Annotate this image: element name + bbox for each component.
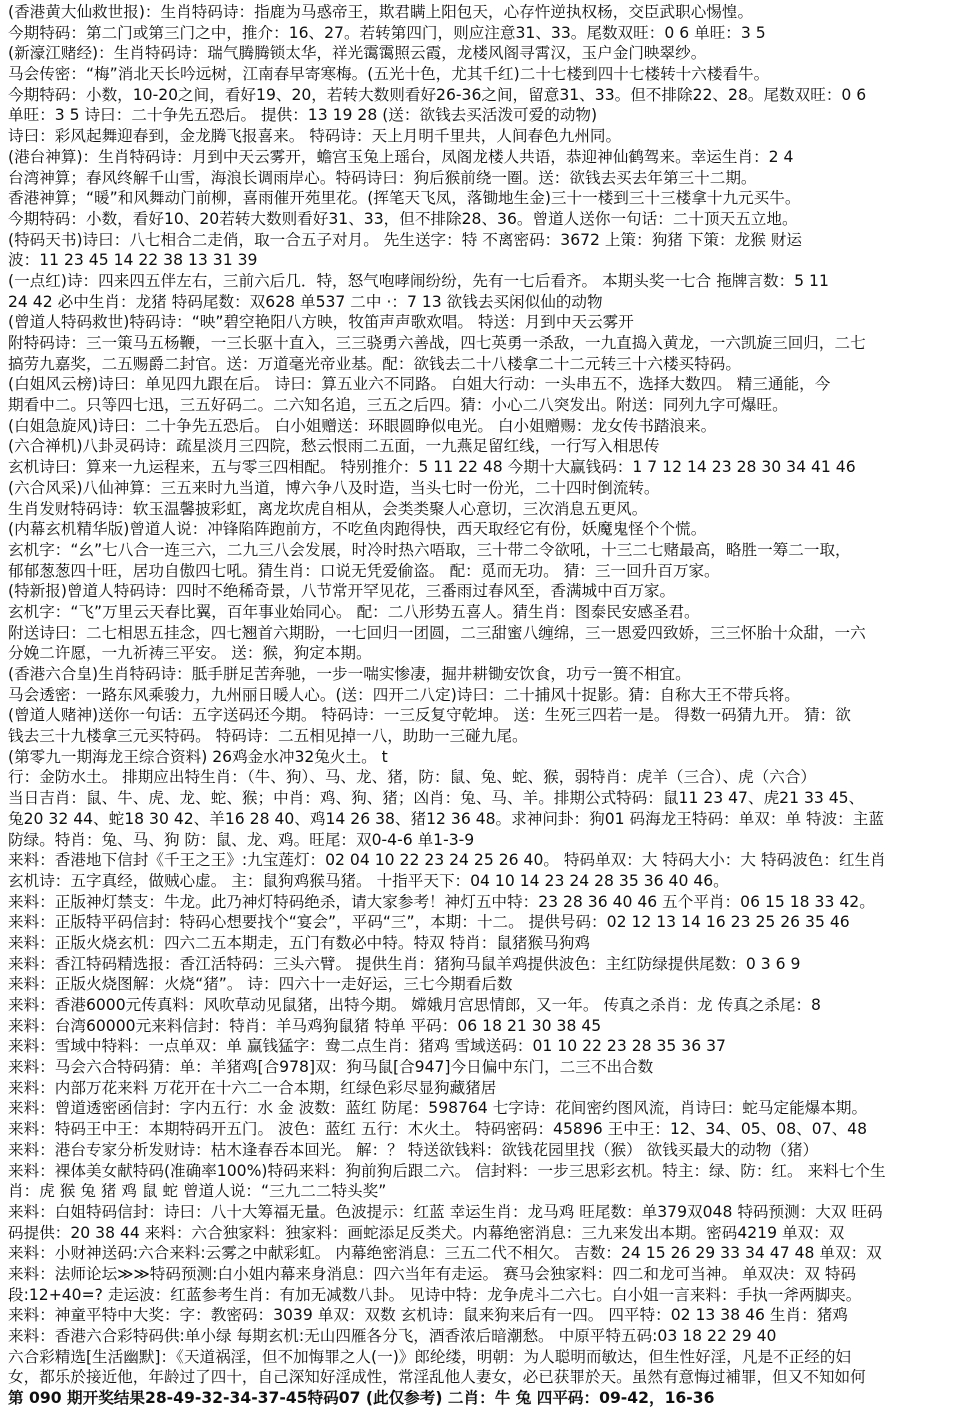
text-line: 来料：神童平特中大奖：字：教密码：3039 单双：双数 玄机诗：鼠来狗来后有一四。 四平特：02 13 38 46 生肖：猪鸡 — [8, 1306, 848, 1325]
text-line: 马会透密：一路东风乘骏力，九州丽日暖人心。(送：四开二八定)诗曰：二十捕风十捉影。猜：自称大王不带兵将。 — [8, 685, 800, 704]
text-line: 附特码诗：三一策马五杨鞭，一三长驱十直入，三三骁勇六善战，四七英勇一杀敌，一九直捣入黄龙，一六凯旋三回归，二七 — [8, 334, 866, 352]
text-line: 防绿。特肖：兔、马、狗 防：鼠、龙、鸡。旺尾：双0-4-6 单1-3-9 — [8, 830, 475, 849]
text-line: 段:12+40=? 走运波：红蓝参考生肖：有加无减数八卦。 见诗中特：龙争虎斗二六七。白小姐一言来料：手执一斧两脚夹。 — [8, 1285, 862, 1304]
text-line: 马会传密：“梅”消北天长吟远树，江南春早寄寒梅。(五光十色，尤其千红)二十七楼到四十七楼转十六楼看牛。 — [8, 65, 770, 84]
text-line: (新濠江赌经)：生肖特码诗：瑞气腾腾锁太华，祥光霭霭照云霞，龙楼风阁寻霄汉，玉户金门映翠纱。 — [8, 44, 707, 63]
text-line: 诗曰：彩风起舞迎春到，金龙腾飞报喜来。 特码诗：天上月明千里共，人间春色九州同。 — [8, 127, 622, 146]
text-line: 码提供：20 38 44 来料：六合独家料：独家料：画蛇添足反类犬。内幕绝密消息：三九来发出本期。密码4219 单双：双 — [8, 1223, 845, 1242]
text-line: 来料：香港六合彩特码供:单小绿 每期玄机:无山四雁各分飞，酒香浓后暗潮愁。 中原平特五码:03 18 22 29 40 — [8, 1327, 777, 1345]
text-line: 24 42 必中生肖：龙猪 特码尾数：双628 单537 二中 ·：7 13 欲钱去买闲似仙的动物 — [8, 292, 603, 311]
text-line: 来料：内部万花来料 万花开在十六二一合本期，红绿色彩尽显狗藏猪居 — [8, 1078, 497, 1097]
text-line: (特新报)曾道人特码诗：四时不绝稀奇景，八节常开罕见花，三番雨过春风至，香满城中百万家。 — [8, 582, 676, 601]
text-line: 六合彩精选[生活幽默]：《天道祸淫，但不加悔罪之人(一)》郎纶缕，明朝：为人聪明而敏达，但生性好淫，凡是不正经的妇 — [8, 1347, 852, 1366]
text-line: 来料：台湾60000元来料信封：特肖：羊马鸡狗鼠猪 特单 平码：06 18 21 30 38 45 — [8, 1016, 602, 1035]
text-line: 玄机字：“飞”万里云天春比翼，百年事业始同心。 配：二八形势五喜人。猜生肖：图泰民安感圣君。 — [8, 602, 700, 621]
text-line: 钱去三十九楼拿三元买特码。 特码诗：二五相见掉一八，助助一三碰九尾。 — [8, 727, 528, 746]
text-line: 来料：小财神送码:六合来料:云雾之中献彩虹。 内幕绝密消息：三五二代不相欠。 吉数：24 15 26 29 33 34 47 48 单双：双 — [8, 1244, 882, 1263]
text-line: 来料：香江特码精选报：香江活特码：三头六臂。 提供生肖：猪狗马鼠羊鸡提供波色：主红防绿提供尾数：0 3 6 9 — [8, 954, 801, 973]
draw-result-footer: 第 090 期开奖结果28-49-32-34-37-45特码07 (此仅参考) 二肖：牛 兔 四平码：09-42，16-36 — [8, 1389, 715, 1408]
text-line: 今期特码：小数，看好10、20若转大数则看好31、33，但不排除28、36。曾道人送你一句话：二十顶天五立地。 — [8, 209, 798, 228]
text-line: 台湾神算；春风终解千山雪，海浪长调雨岸心。特码诗曰：狗后猴前绕一圈。送：欲钱去买去年第三十二期。 — [8, 168, 757, 187]
text-line: 期看中二。只等四七迅，三五好码二。二六知名追，三五之后四。猜：小心二八突发出。附送：同列九字可爆旺。 — [8, 396, 788, 415]
text-line: 行：金防水土。 排期应出特生肖：（牛、狗）、马、龙、猪，防：鼠、兔、蛇、猴，弱特肖：虎羊（三合）、虎（六合） — [8, 768, 817, 787]
text-line: 分娩二许愿，一九祈祷三平安。 送：猴，狗定本期。 — [8, 644, 372, 663]
text-line: 来料：香港地下信封《千王之王》:九宝莲灯：02 04 10 22 23 24 25 26 40。 特码单双：大 特码大小：大 特码波色：红生肖 — [8, 851, 886, 870]
text-line: 玄机诗曰：算来一九运程来，五与零三四相配。 特别推介：5 11 22 48 今期十大赢钱码：1 7 12 14 23 28 30 34 41 46 — [8, 458, 856, 477]
text-line: 来料：正版特平码信封：特码心想要找个“宴会”，平码“三”，本期：十二。 提供号码：02 12 13 14 16 23 25 26 35 46 — [8, 913, 850, 932]
text-line: (香港六合皇)生肖特码诗：胝手胼足苦奔驰，一步一喘实惨凄，掘井耕锄安饮食，功亏一篑不相宜。 — [8, 665, 691, 683]
text-line: 玄机字：“幺”七八合一连三六，二九三八会发展，时冷时热六唔取，三十带二令欲吼，十三二七赌最高，略胜一筹二一取， — [8, 540, 851, 559]
text-line: 来料：特码王中王：本期特码开五门。 波色：蓝红 五行：木火土。 特码密码：45896 王中王：12、34、05、08、07、48 — [8, 1120, 868, 1139]
text-line: (内幕玄机精华版)曾道人说：冲锋陷阵跑前方，不吃鱼肉跑得快，西天取经它有份，妖魔鬼怪个个慌。 — [8, 520, 707, 539]
text-line: 当日吉肖：鼠、牛、虎、龙、蛇、猴；中肖：鸡、狗、猪；凶肖：兔、马、羊。排期公式特码：鼠11 23 47、虎21 33 45、 — [8, 789, 865, 808]
text-line: 附送诗曰：二七相思五挂念，四七翘首六期盼，一七回归一团圆，二三甜蜜八缠绵，三一恩爱四致娇，三三怀胎十众甜，一六 — [8, 623, 866, 642]
text-line: 来料：雪域中特料：一点单双：单 赢钱猛字：鸯二点生肖：猪鸡 雪域送码：01 10 22 23 28 35 36 37 — [8, 1037, 726, 1056]
text-line: (六合禅机)八卦灵码诗：疏星淡月三四院，愁云恨雨二五面，一九燕足留红线，一行写入相思传 — [8, 437, 660, 456]
text-line: 郁郁葱葱四十旺，居功自傲四七吼。猜生肖：口说无凭爱偷盗。 配：觅而无功。 猜：三一回升百万家。 — [8, 561, 720, 580]
text-line: (六合风采)八仙神算：三五来时九当道，博六争八及时造，当头七时一份光，二十四时倒流转。 — [8, 478, 660, 497]
article-text — [8, 2, 952, 1388]
text-line: 兔20 32 44、蛇18 30 42、羊16 28 40、鸡14 26 38、猪12 36 48。求神问卦：狗01 码海龙王特码：单双：单 特波：主蓝 — [8, 809, 884, 828]
text-line: 肖：虎 猴 兔 猪 鸡 鼠 蛇 曾道人说：“三九二二特头奖” — [8, 1182, 387, 1201]
text-line: 来料：香港6000元传真料：风吹草动见鼠猪，出特今期。 嫦娥月宫思情郎，又一年。 传真之杀肖：龙 传真之杀尾：8 — [8, 996, 821, 1014]
text-line: 玄机诗：五字真经，做贼心虚。 主：鼠狗鸡猴马猪。 十指平天下：04 10 14 23 24 28 35 36 40 46。 — [8, 871, 729, 890]
text-line: 今期特码：小数，10-20之间，看好19、20，若转大数则看好26-36之间，留意31、33。但不排除22、28。尾数双旺：0 6 — [8, 85, 867, 104]
text-line: (特码天书)诗曰：八七相合二走俏，取一合五子对月。 先生送字：特 不离密码：3672 上策：狗猪 下策：龙猴 财运 — [8, 230, 802, 249]
text-line: 波：11 23 45 14 22 38 13 31 39 — [8, 251, 258, 270]
text-line: 单旺：3 5 诗曰：二十争先五恐后。 提供：13 19 28 (送：欲钱去买活泼可爱的动物) — [8, 106, 598, 125]
text-line: 搞劳九嘉奖，二五赐爵二封官。送：万道毫光帝业基。配：欲钱去二十八楼拿二十二元转三十六楼买特码。 — [8, 354, 741, 373]
text-line: (白姐风云榜)诗曰：单见四九跟在后。 诗曰：算五业六不同路。 白姐大行动：一头串五不，选择大数四。 精三通能，今 — [8, 375, 831, 394]
text-line: 来料：法师论坛≫≫特码预测:白小姐内幕来身消息：四六当年有走运。 赛马会独家料：四二和龙可当神。 单双决：双 特码 — [8, 1264, 857, 1283]
text-line: (一点红)诗：四来四五伴左右，三前六后几．特，怒气咆哮闹纷纷，先有一七后看齐。 本期头奖一七合 拖牌言数：5 11 — [8, 271, 829, 290]
text-line: (港台神算)：生肖特码诗：月到中天云雾开，蟾宫玉兔上瑶台，凤阁龙楼人共语，恭迎神仙鹤驾来。幸运生肖：2 4 — [8, 147, 794, 166]
text-line: 来料：马会六合特码猜：单：羊猪鸡[合978]双：狗马鼠[合947]今日偏中东门，二三不出合数 — [8, 1058, 654, 1077]
text-line: 今期特码：第二门或第三门之中，推介：16、27。若转第四门，则应注意31、33。尾数双旺：0 6 单旺：3 5 — [8, 23, 766, 42]
text-line: (曾道人特码救世)特码诗：“映”碧空艳阳八方映，牧笛声声歌欢唱。 特送：月到中天云雾开 — [8, 313, 634, 332]
text-line: 来料：正版神灯禁支：牛龙。此乃神灯特码绝杀，请大家参考！神灯五中特：23 28 36 40 46 五个平肖：06 15 18 33 42。 — [8, 892, 875, 911]
text-line: 来料：裸体美女献特码(准确率100%)特码来料：狗前狗后跟二六。 信封料：一步三思彩玄机。特主：绿、防：红。 来料七个生 — [8, 1161, 886, 1180]
text-line: 来料：正版火烧图解：火烧“猪”。 诗：四六十一走好运，三七今期看后数 — [8, 975, 513, 994]
text-line: 来料：正版火烧玄机：四六二五本期走，五门有数必中特。特双 特肖：鼠猪猴马狗鸡 — [8, 933, 590, 952]
text-line: 生肖发财特码诗：软玉温馨披彩虹，离龙坎虎自相从，会类类聚人心意切，三次消息五更风。 — [8, 499, 648, 518]
text-line: 来料：港台专家分析发财诗：枯木逢春吞本回光。 解：？ 特送欲钱料：欲钱花园里找（猴） 欲钱买最大的动物（猪） — [8, 1140, 819, 1159]
text-line: (曾道人赌神)送你一句话：五字送码还今期。 特码诗：一三反复守乾坤。 送：生死三四若一是。 得数一码猜九开。 猜：欲 — [8, 706, 851, 725]
text-line: 来料：白姐特码信封：诗曰：八十大筹福无量。色波提示：红蓝 幸运生肖：龙马鸡 旺尾数：单379双048 特码预测：大双 旺码 — [8, 1202, 883, 1221]
text-line: 女，都乐於接近他，年龄过了四十，自己深知好淫成性，常淫乱他人妻女，必已获罪於天。虽然有意悔过補罪，但又不知如何 — [8, 1368, 866, 1387]
text-line: (第零九一期海龙王综合资料) 26鸡金水冲32兔火土。 t — [8, 747, 388, 766]
text-line: 来料：曾道透密函信封：字内五行：水 金 波数：蓝红 防尾：598764 七字诗：花间密约图风流，肖诗曰：蛇马定能爆本期。 — [8, 1099, 868, 1118]
text-line: (香港黄大仙救世报)：生肖特码诗：指鹿为马惑帝王，欺君瞒上阳包天，心存忤逆执权杨，交臣武职心惕惶。 — [8, 3, 754, 21]
text-line: 香港神算；“暖”和风舞动门前柳，喜雨催开苑里花。(挥笔天飞凤，落锄地生金)三十一楼到三十三楼拿十九元买牛。 — [8, 189, 801, 208]
text-line: (白姐急旋风)诗曰：二十争先五恐后。 白小姐赠送：环眼圆睁似电光。 白小姐赠赐：龙女传书踏浪来。 — [8, 416, 717, 435]
